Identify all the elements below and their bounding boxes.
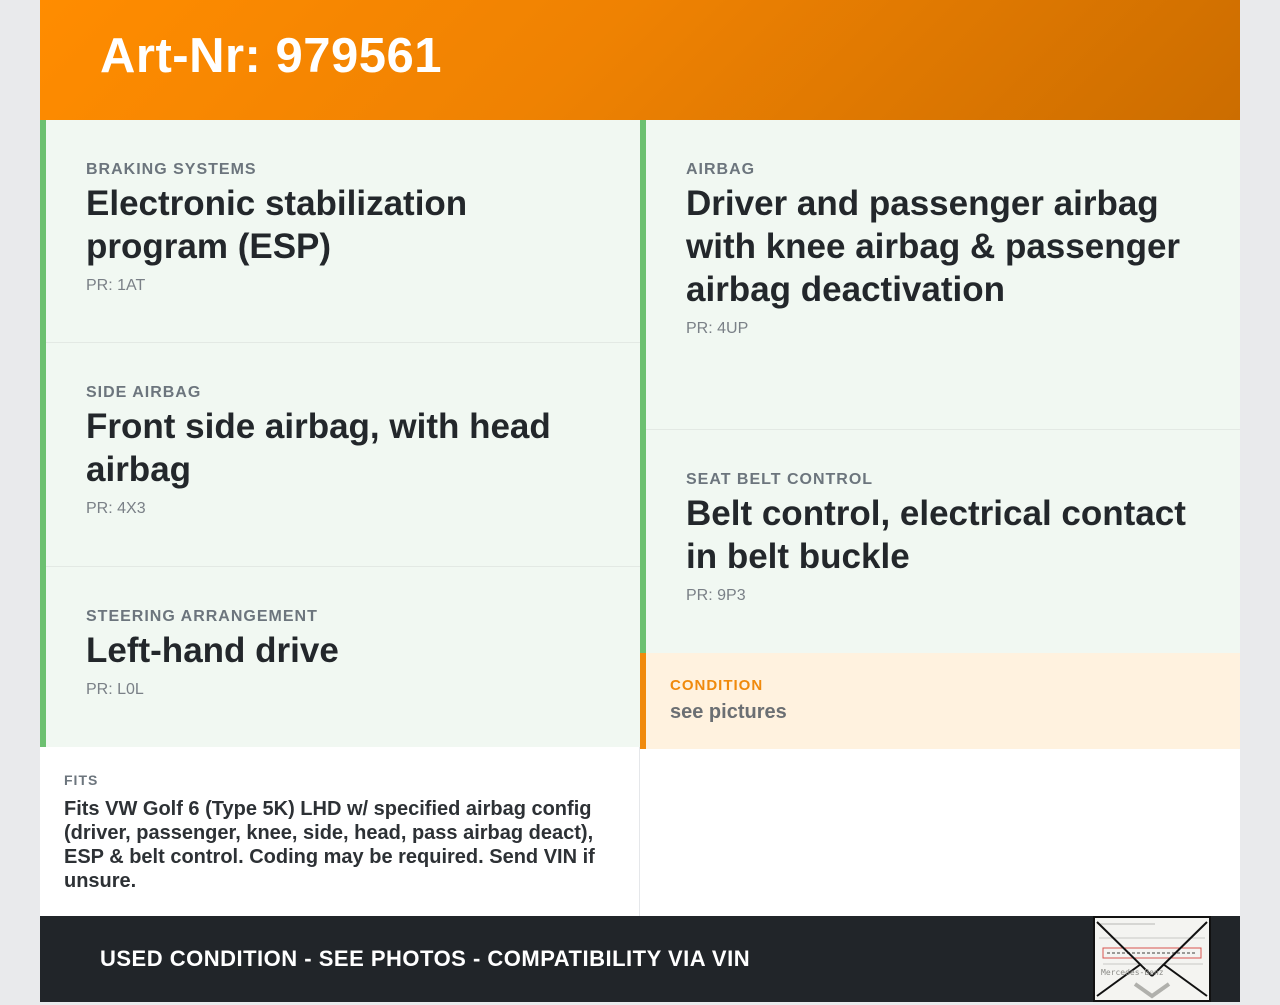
spec-category: AIRBAG [686, 161, 756, 178]
spec-card-steering [40, 567, 640, 747]
spec-category: SIDE AIRBAG [86, 384, 202, 401]
spec-title: Left-hand drive [86, 631, 339, 670]
spec-category: SEAT BELT CONTROL [686, 471, 874, 488]
spec-pr-code: PR: 1AT [86, 277, 146, 294]
spec-card-seat-belt [640, 430, 1240, 653]
fits-panel [40, 747, 640, 916]
spec-title: Belt control, electrical contact in belt buckle [686, 494, 1186, 576]
spec-title: Driver and passenger airbag with knee airbag & passenger airbag deactivation [686, 184, 1181, 309]
product-sheet [40, 0, 1240, 1002]
footer-notice: USED CONDITION - SEE PHOTOS - COMPATIBILITY VIA VIN [100, 946, 751, 971]
spec-category: BRAKING SYSTEMS [86, 161, 257, 178]
spec-title: Front side airbag, with head airbag [86, 407, 551, 489]
spec-pr-code: PR: 9P3 [686, 587, 746, 604]
spec-card-braking [40, 120, 640, 343]
condition-panel [640, 653, 1240, 749]
fits-description: Fits VW Golf 6 (Type 5K) LHD w/ specified airbag config (driver, passenger, knee, side, head, pass airbag deact), ESP & belt control. Coding may be required. Send VIN if unsure. [64, 798, 595, 892]
condition-label: CONDITION [670, 677, 764, 694]
spec-pr-code: PR: 4X3 [86, 500, 146, 517]
header-bar [40, 0, 1240, 120]
spec-pr-code: PR: 4UP [686, 320, 749, 337]
article-number-title: Art-Nr: 979561 [100, 29, 442, 83]
spec-category: STEERING ARRANGEMENT [86, 608, 318, 625]
fits-label: FITS [64, 772, 99, 788]
condition-value: see pictures [670, 701, 787, 723]
footer-bar [40, 916, 1240, 1002]
vehicle-data-label-icon [1093, 916, 1211, 1002]
spec-card-side-airbag [40, 343, 640, 567]
label-brand-text: Mercedes-Benz [1101, 968, 1164, 977]
spec-card-airbag [640, 120, 1240, 430]
spec-title: Electronic stabilization program (ESP) [86, 184, 468, 266]
spec-pr-code: PR: L0L [86, 681, 144, 698]
